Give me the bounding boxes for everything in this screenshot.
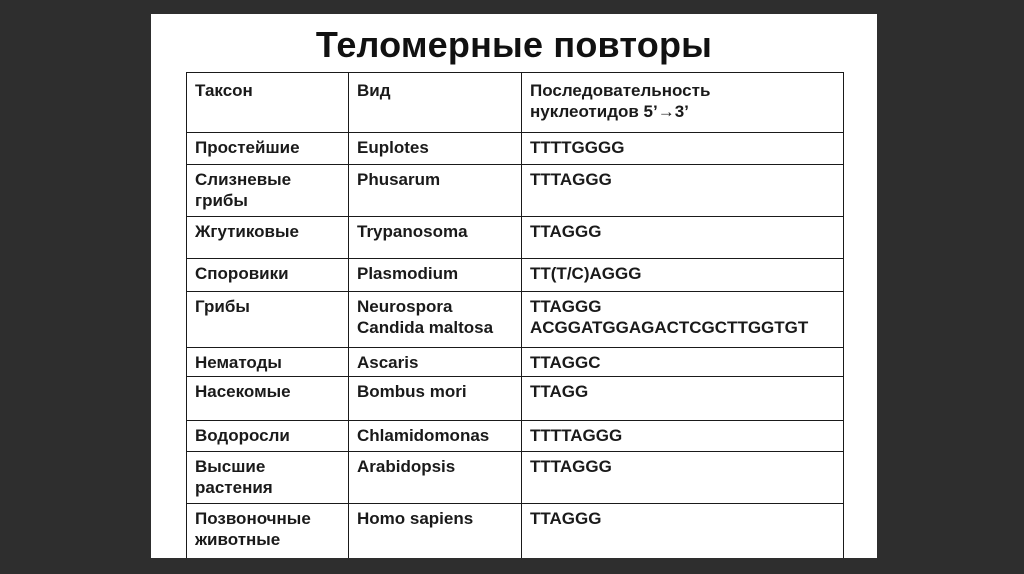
table-row <box>187 377 844 421</box>
table-row <box>187 259 844 292</box>
taxon-text: Позвоночные <box>195 509 311 528</box>
sequence-text: TTAGGG <box>530 297 602 316</box>
taxon-cell <box>187 165 349 217</box>
header-sequence-line1: Последовательность <box>530 81 711 100</box>
table-row <box>187 217 844 259</box>
sequence-text: TTAGGG <box>530 509 602 528</box>
taxon-cell <box>187 348 349 377</box>
taxon-text: Грибы <box>195 297 250 316</box>
taxon-text: Жгутиковые <box>195 222 299 241</box>
species-cell <box>349 133 522 165</box>
sequence-cell <box>522 292 844 348</box>
sequence-text: TTAGG <box>530 382 589 401</box>
sequence-cell <box>522 421 844 452</box>
table-header-row <box>187 73 844 133</box>
sequence-cell <box>522 504 844 559</box>
table-row <box>187 452 844 504</box>
header-sequence-line2: нуклеотидов 5’→3’ <box>530 102 689 121</box>
header-species-label: Вид <box>357 81 391 100</box>
species-text: Bombus mori <box>357 382 467 401</box>
taxon-text: Нематоды <box>195 353 282 372</box>
telomere-table <box>186 72 844 558</box>
taxon-cell <box>187 217 349 259</box>
taxon-text: растения <box>195 478 273 497</box>
table-row <box>187 504 844 559</box>
species-cell <box>349 504 522 559</box>
taxon-text: грибы <box>195 191 248 210</box>
sequence-text: TTAGGG <box>530 222 602 241</box>
species-cell <box>349 377 522 421</box>
header-taxon-label: Таксон <box>195 81 253 100</box>
header-species <box>349 73 522 133</box>
sequence-text: TTTTGGGG <box>530 138 625 157</box>
taxon-text: Водоросли <box>195 426 290 445</box>
species-cell <box>349 259 522 292</box>
taxon-text: Простейшие <box>195 138 300 157</box>
taxon-text: животные <box>195 530 281 549</box>
header-sequence <box>522 73 844 133</box>
species-text: Trypanosoma <box>357 222 468 241</box>
species-text: Euplotes <box>357 138 429 157</box>
sequence-text: ACGGATGGAGACTCGCTTGGTGT <box>530 318 809 337</box>
species-text: Ascaris <box>357 353 419 372</box>
species-text: Homo sapiens <box>357 509 474 528</box>
species-cell <box>349 421 522 452</box>
taxon-text: Высшие <box>195 457 266 476</box>
sequence-cell <box>522 259 844 292</box>
slide <box>151 14 877 558</box>
taxon-text: Споровики <box>195 264 289 283</box>
species-text: Arabidopsis <box>357 457 456 476</box>
sequence-text: TT(T/C)AGGG <box>530 264 642 283</box>
species-text: Plasmodium <box>357 264 459 283</box>
table-row <box>187 292 844 348</box>
sequence-cell <box>522 133 844 165</box>
table-row <box>187 133 844 165</box>
species-cell <box>349 348 522 377</box>
taxon-cell <box>187 377 349 421</box>
sequence-text: TTTTAGGG <box>530 426 623 445</box>
slide-title: Теломерные повторы <box>315 24 713 65</box>
taxon-cell <box>187 133 349 165</box>
species-text: Chlamidomonas <box>357 426 490 445</box>
taxon-cell <box>187 421 349 452</box>
species-cell <box>349 165 522 217</box>
table-row <box>187 165 844 217</box>
sequence-cell <box>522 217 844 259</box>
taxon-text: Насекомые <box>195 382 291 401</box>
taxon-cell <box>187 259 349 292</box>
sequence-text: TTAGGC <box>530 353 601 372</box>
sequence-cell <box>522 348 844 377</box>
sequence-cell <box>522 377 844 421</box>
taxon-cell <box>187 292 349 348</box>
table-row <box>187 421 844 452</box>
sequence-cell <box>522 452 844 504</box>
header-taxon <box>187 73 349 133</box>
sequence-cell <box>522 165 844 217</box>
species-cell <box>349 217 522 259</box>
species-text: Neurospora <box>357 297 453 316</box>
species-cell <box>349 452 522 504</box>
species-text: Candida maltosa <box>357 318 494 337</box>
species-text: Phusarum <box>357 170 441 189</box>
taxon-cell <box>187 452 349 504</box>
sequence-text: TTTAGGG <box>530 170 612 189</box>
species-cell <box>349 292 522 348</box>
sequence-text: TTTAGGG <box>530 457 612 476</box>
taxon-text: Слизневые <box>195 170 292 189</box>
taxon-cell <box>187 504 349 559</box>
table-row <box>187 348 844 377</box>
